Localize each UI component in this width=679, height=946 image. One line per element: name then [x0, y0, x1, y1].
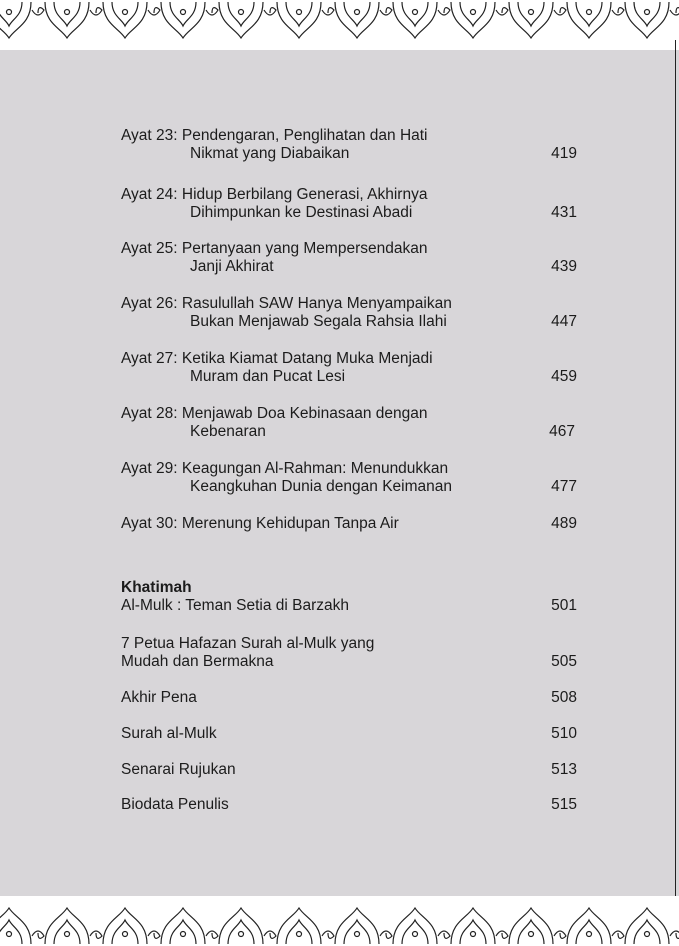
toc-entry-title: 7 Petua Hafazan Surah al-Mulk yang: [121, 635, 375, 652]
toc-entry-title-cont: Dihimpunkan ke Destinasi Abadi: [190, 204, 413, 221]
toc-entry-khatimah[interactable]: [121, 579, 581, 615]
toc-entry-title: Ayat 28: Menjawab Doa Kebinasaan dengan: [121, 405, 428, 422]
floral-arch-border-icon: [0, 896, 679, 946]
toc-entry-title: Surah al-Mulk: [121, 725, 217, 742]
toc-page-number: 447: [551, 313, 577, 330]
bottom-ornament-border: [0, 896, 679, 946]
toc-page-number: 513: [551, 761, 577, 778]
toc-entry-title: Ayat 27: Ketika Kiamat Datang Muka Menjadi: [121, 350, 433, 367]
toc-entry-senarai-rujukan[interactable]: [121, 761, 581, 779]
toc-page-number: 505: [551, 653, 577, 670]
toc-page-number: 501: [551, 597, 577, 614]
toc-entry-title-cont: Mudah dan Bermakna: [121, 653, 274, 670]
toc-entry-title: Ayat 30: Merenung Kehidupan Tanpa Air: [121, 515, 399, 532]
toc-page-number: 489: [551, 515, 577, 532]
section-heading: Khatimah: [121, 579, 192, 596]
toc-page-number: 439: [551, 258, 577, 275]
toc-entry-title: Ayat 23: Pendengaran, Penglihatan dan Hati: [121, 127, 428, 144]
toc-entry-title-cont: Nikmat yang Diabaikan: [190, 145, 350, 162]
toc-entry-ayat-29[interactable]: [121, 460, 581, 496]
toc-entry-title-cont: Keangkuhan Dunia dengan Keimanan: [190, 478, 452, 495]
toc-entry-title-cont: Bukan Menjawab Segala Rahsia Ilahi: [190, 313, 447, 330]
toc-entry-title: Ayat 24: Hidup Berbilang Generasi, Akhirnya: [121, 186, 428, 203]
floral-arch-border-icon: [0, 0, 679, 50]
toc-entry-ayat-24[interactable]: [121, 186, 581, 222]
toc-entry-title-cont: Janji Akhirat: [190, 258, 274, 275]
toc-entry-title: Biodata Penulis: [121, 796, 229, 813]
toc-entry-petua-hafazan[interactable]: [121, 635, 581, 671]
toc-entry-title: Al-Mulk : Teman Setia di Barzakh: [121, 597, 350, 614]
toc-page-number: 467: [549, 423, 575, 440]
toc-entry-akhir-pena[interactable]: [121, 689, 581, 707]
toc-page-number: 515: [551, 796, 577, 813]
toc-entry-title: Ayat 29: Keagungan Al-Rahman: Menundukkan: [121, 460, 449, 477]
toc-page-number: 431: [551, 204, 577, 221]
toc-page-number: 477: [551, 478, 577, 495]
toc-page-number: 459: [551, 368, 577, 385]
toc-entry-ayat-25[interactable]: [121, 240, 581, 276]
toc-entry-ayat-28[interactable]: [121, 405, 581, 441]
toc-entry-ayat-27[interactable]: [121, 350, 581, 386]
toc-entry-ayat-30[interactable]: [121, 515, 581, 533]
toc-page-number: 419: [551, 145, 577, 162]
toc-entry-title-cont: Kebenaran: [190, 423, 266, 440]
toc-entry-title: Senarai Rujukan: [121, 761, 236, 778]
top-ornament-border: [0, 0, 679, 50]
toc-entry-surah-al-mulk[interactable]: [121, 725, 581, 743]
toc-page-number: 510: [551, 725, 577, 742]
toc-entry-title-cont: Muram dan Pucat Lesi: [190, 368, 346, 385]
toc-entry-ayat-23[interactable]: [121, 127, 581, 163]
right-border-line: [675, 40, 676, 906]
toc-entry-title: Ayat 25: Pertanyaan yang Mempersendakan: [121, 240, 428, 257]
toc-entry-title: Akhir Pena: [121, 689, 197, 706]
toc-entry-title: Ayat 26: Rasulullah SAW Hanya Menyampaikan: [121, 295, 452, 312]
toc-page-number: 508: [551, 689, 577, 706]
toc-entry-biodata-penulis[interactable]: [121, 796, 581, 814]
toc-entry-ayat-26[interactable]: [121, 295, 581, 331]
